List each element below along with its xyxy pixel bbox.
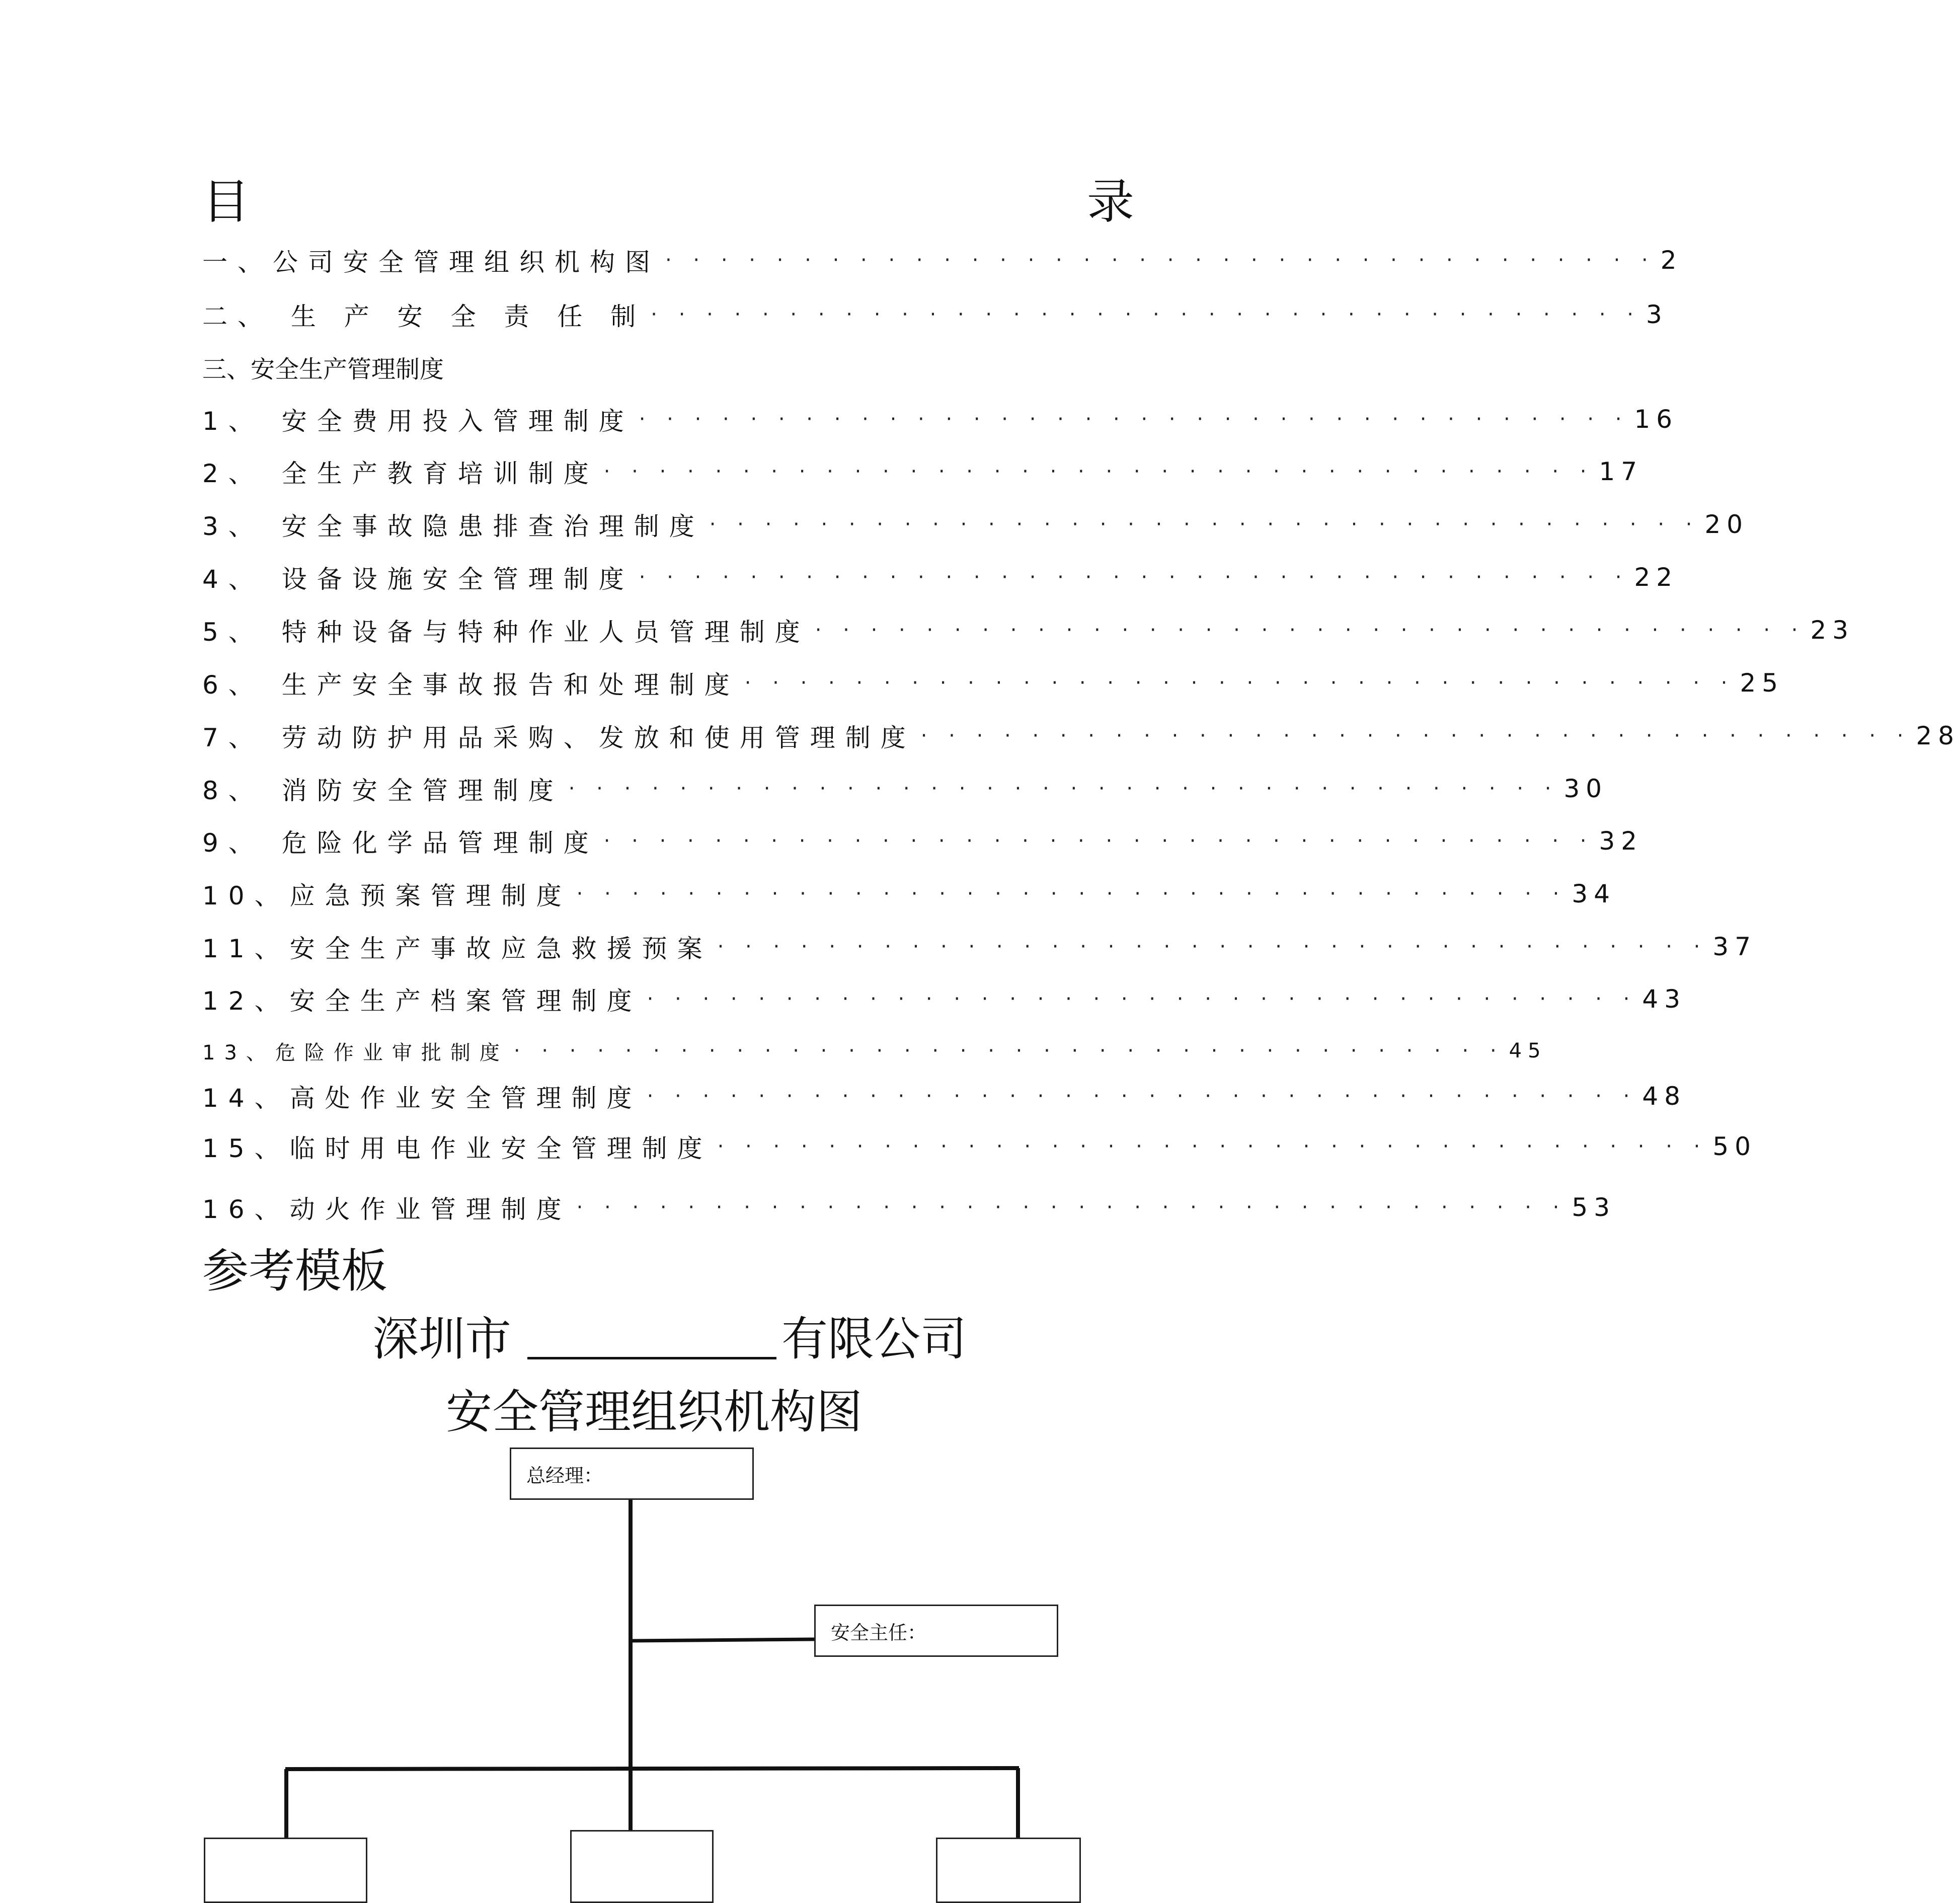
toc-item-leader-dots: · · · · · · · · · · · · · · · · · · · · · · · · · · · · · · · · · · · · [639,566,1629,589]
toc-item-leader-dots: · · · · · · · · · · · · · · · · · · · · · · · · · · · · · · · · · · · · [651,303,1641,326]
toc-item-leader-dots: · · · · · · · · · · · · · · · · · · · · · · · · · · · · · · · · · · · · [665,249,1656,272]
toc-item-label: 二、 生 产 安 全 责 任 制 [202,302,646,331]
toc-item-label: 三、安全生产管理制度 [202,355,444,384]
toc-item-label: 16、动火作业管理制度 [202,1195,572,1224]
toc-item-label: 2、 全生产教育培训制度 [202,459,599,488]
company-prefix: 深圳市 [372,1312,512,1366]
toc-item-label: 11、安全生产事故应急救援预案 [202,934,713,963]
toc-item-leader-dots: · · · · · · · · · · · · · · · · · · · · · · · · · · · · · · · · · · · · [717,1135,1708,1158]
toc-item-leader-dots: · · · · · · · · · · · · · · · · · · · · · · · · · · · · · · · · · · · · [513,1039,1504,1062]
toc-item-page: 28 [1916,721,1960,750]
general-manager-label: 总经理： [526,1464,603,1487]
connector-horizontal-bus [285,1768,1019,1769]
toc-item-page: 25 [1740,668,1784,698]
toc-item-page: 22 [1634,563,1679,592]
toc-item-label: 12、安全生产档案管理制度 [202,986,642,1016]
toc-item-label: 一、公司安全管理组织机构图 [202,248,660,277]
toc-item-leader-dots: · · · · · · · · · · · · · · · · · · · · · · · · · · · · · · · · · · · · [568,777,1559,800]
toc-item-page: 34 [1572,879,1616,908]
general-manager-box [510,1448,754,1500]
safety-director-label: 安全主任： [831,1621,927,1644]
toc-item-page: 50 [1712,1132,1757,1161]
toc-title-left: 目 [202,175,250,230]
toc-item-label: 13、危险作业审批制度 [202,1041,509,1064]
toc-item-leader-dots: · · · · · · · · · · · · · · · · · · · · · · · · · · · · · · · · · · · · [815,619,1806,642]
toc-item-page: 23 [1810,616,1855,645]
toc-item-page: 53 [1572,1193,1616,1222]
safety-director-box [814,1605,1058,1657]
toc-item-page: 32 [1599,826,1643,856]
connector-safety-branch [631,1639,815,1641]
toc-item-label: 9、 危险化学品管理制度 [202,828,599,858]
toc-item-label: 5、 特种设备与特种作业人员管理制度 [202,618,810,647]
toc-item-page: 20 [1704,510,1749,539]
department-box-center [570,1830,714,1903]
company-suffix: 有限公司 [781,1312,967,1366]
toc-item-label: 14、高处作业安全管理制度 [202,1084,642,1113]
toc-item-label: 4、 设备设施安全管理制度 [202,565,634,594]
toc-item-label: 8、 消防安全管理制度 [202,776,564,805]
toc-item-leader-dots: · · · · · · · · · · · · · · · · · · · · · · · · · · · · · · · · · · · · [576,882,1567,905]
toc-item-label: 15、临时用电作业安全管理制度 [202,1134,713,1163]
toc-item-leader-dots: · · · · · · · · · · · · · · · · · · · · · · · · · · · · · · · · · · · · [647,1085,1637,1108]
toc-item-label: 1、 安全费用投入管理制度 [202,407,634,436]
toc-item-page: 48 [1642,1082,1687,1111]
toc-item-label: 6、 生产安全事故报告和处理制度 [202,670,740,700]
toc-item-leader-dots: · · · · · · · · · · · · · · · · · · · · · · · · · · · · · · · · · · · · [744,671,1735,695]
toc-item-leader-dots: · · · · · · · · · · · · · · · · · · · · · · · · · · · · · · · · · · · · [576,1196,1567,1219]
department-box-left [204,1838,367,1903]
toc-item-label: 7、 劳动防护用品采购、发放和使用管理制度 [202,723,916,752]
toc-item-page: 17 [1599,457,1643,486]
toc-item-leader-dots: · · · · · · · · · · · · · · · · · · · · · · · · · · · · · · · · · · · · [639,408,1629,431]
toc-title-right: 录 [1087,175,1135,230]
department-box-right [936,1838,1081,1903]
toc-item-leader-dots: · · · · · · · · · · · · · · · · · · · · · · · · · · · · · · · · · · · · [920,724,1911,747]
toc-item-leader-dots: · · · · · · · · · · · · · · · · · · · · · · · · · · · · · · · · · · · · [709,513,1700,536]
toc-item-page: 30 [1563,774,1608,803]
toc-item-page: 37 [1712,932,1757,961]
toc-item-leader-dots: · · · · · · · · · · · · · · · · · · · · · · · · · · · · · · · · · · · · [717,935,1708,958]
toc-item-leader-dots: · · · · · · · · · · · · · · · · · · · · · · · · · · · · · · · · · · · · [647,987,1637,1011]
toc-item-page: 45 [1509,1039,1547,1062]
toc-item-page: 3 [1646,300,1668,329]
toc-item-page: 16 [1634,405,1679,434]
toc-item-leader-dots: · · · · · · · · · · · · · · · · · · · · · · · · · · · · · · · · · · · · [603,460,1594,483]
toc-item-page: 2 [1660,246,1683,275]
toc-item-label: 3、 安全事故隐患排查治理制度 [202,512,704,541]
toc-item-page: 43 [1642,984,1687,1014]
toc-item-label: 10、应急预案管理制度 [202,881,572,910]
org-chart-title: 安全管理组织机构图 [446,1385,863,1439]
template-label: 参考模板 [202,1244,388,1298]
toc-item-leader-dots: · · · · · · · · · · · · · · · · · · · · · · · · · · · · · · · · · · · · [603,829,1594,853]
